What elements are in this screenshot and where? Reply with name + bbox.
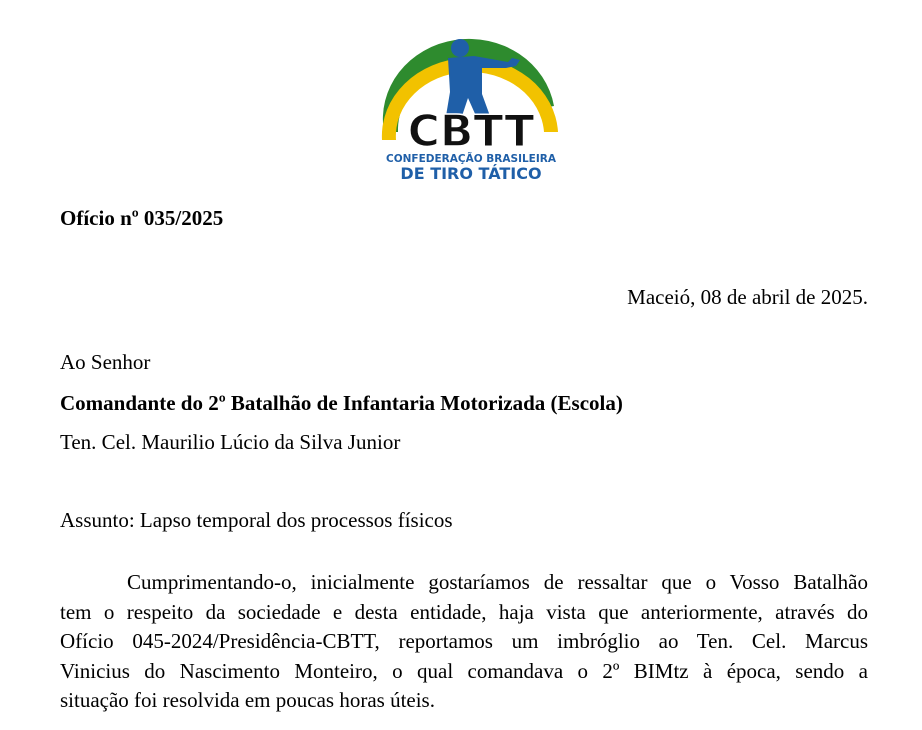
subject-line: Assunto: Lapso temporal dos processos físicos: [60, 508, 453, 532]
logo-line1: CONFEDERAÇÃO BRASILEIRA: [386, 153, 556, 165]
paragraph-indent: [60, 568, 127, 598]
logo-line2: DE TIRO TÁTICO: [400, 164, 542, 183]
paragraph-line-2: tem o respeito da sociedade e desta entidade, haja vista que anteriormente, através do: [60, 599, 868, 624]
logo-wordmark: CBTT: [407, 106, 535, 157]
place-date: Maceió, 08 de abril de 2025.: [627, 285, 868, 309]
recipient-salutation: Ao Senhor: [60, 350, 151, 374]
paragraph-line-1-wrap: [60, 568, 868, 598]
cbtt-logo-graphic: [378, 36, 564, 184]
cbtt-logo: [378, 36, 564, 184]
recipient-name: Ten. Cel. Maurilio Lúcio da Silva Junior: [60, 430, 401, 454]
paragraph-line-5: situação foi resolvida em poucas horas úteis.: [60, 688, 435, 712]
paragraph-line-4: Vinicius do Nascimento Monteiro, o qual comandava o 2º BIMtz à época, sendo a: [60, 658, 868, 683]
recipient-position: Comandante do 2º Batalhão de Infantaria Motorizada (Escola): [60, 391, 623, 415]
body-paragraph: [60, 568, 868, 716]
document-number: Ofício nº 035/2025: [60, 206, 224, 230]
paragraph-line-1: Cumprimentando-o, inicialmente gostaríamos de ressaltar que o Vosso Batalhão: [127, 570, 868, 594]
paragraph-line-3: Ofício 045-2024/Presidência-CBTT, reportamos um imbróglio ao Ten. Cel. Marcus: [60, 629, 868, 653]
